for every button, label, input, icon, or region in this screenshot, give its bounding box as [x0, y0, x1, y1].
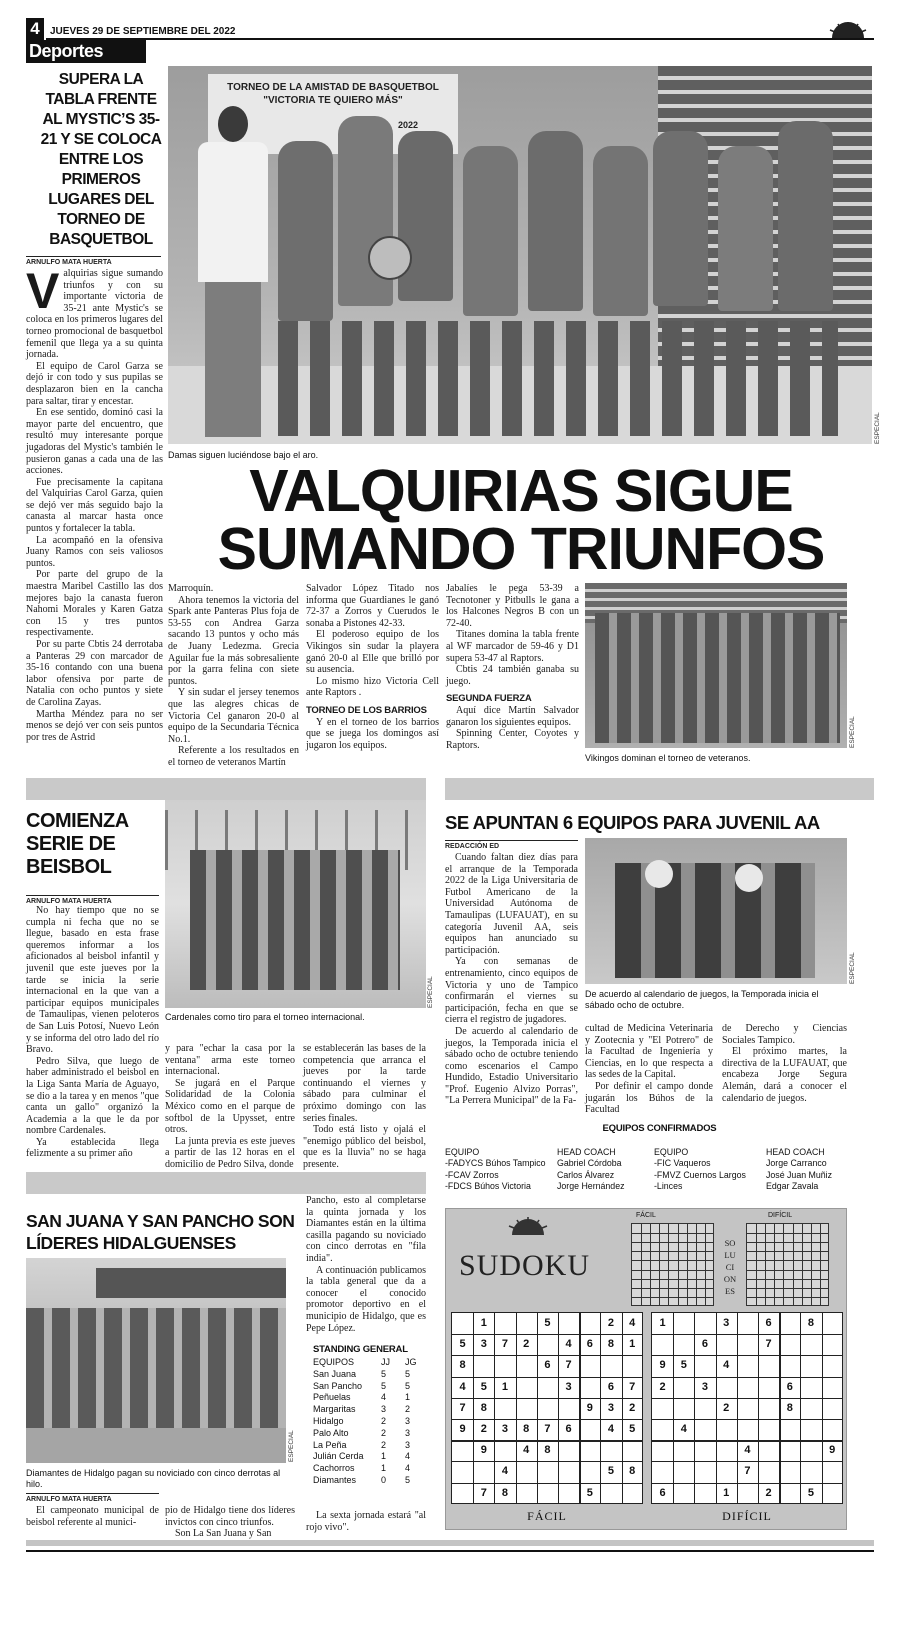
- page-number: 4: [26, 18, 44, 40]
- main-col3-p: El poderoso equipo de los Vikingos sin sudar la playera ganó 20-0 al Elle que brilló por su ausencia.: [306, 629, 439, 676]
- sudoku-cell: 2: [765, 1486, 772, 1499]
- main-col1-p: En ese sentido, dominó casi la mayor parte del encuentro, que resultó muy interesante porque jugadoras del Mystic's también le pusieron ganas a cada una de las acciones.: [26, 407, 163, 477]
- futbol-band: [445, 778, 874, 800]
- team-coach: Jorge Carranco: [766, 1158, 827, 1169]
- sudoku-cell: 5: [459, 1338, 466, 1351]
- sudoku-cell: 1: [480, 1317, 487, 1329]
- main-col1-p: Por parte del grupo de la maestra Maribel Castillo las dos mejores bajo la canasta fueron Nahomi Morales y Karen Gatza con 15 y tres puntos respectivamente.: [26, 569, 163, 639]
- sudoku-cell: 5: [544, 1317, 551, 1329]
- sudoku-cell: 1: [659, 1317, 666, 1329]
- sudoku-cell: 8: [459, 1359, 466, 1372]
- beisbol-col2-p: y para "echar la casa por la ventana" arma este torneo internacional.: [165, 1043, 295, 1078]
- main-col3-after: Y en el torneo de los barrios que se juega los domingos así jugaron los equipos.: [306, 716, 439, 751]
- coach-figure: [193, 106, 273, 441]
- main-col4-p: Jabalíes le pega 53-39 a Tecnotoner y Pitbulls le gana a los Halcones Negros B con un 72-40.: [446, 583, 579, 629]
- sudoku-cell: 2: [629, 1401, 636, 1414]
- teams-header-equipo: EQUIPO: [654, 1147, 689, 1157]
- sudoku-cell: 4: [607, 1423, 615, 1435]
- hidalgo-bottom-col2-p: pio de Hidalgo tiene dos líderes invictos con cinco triunfos.: [165, 1505, 295, 1528]
- bottom-rule: [26, 1540, 874, 1546]
- beisbol-col-1: [26, 905, 159, 1163]
- table-row: San Juana 5 5: [313, 1368, 411, 1379]
- hidalgo-photo-caption: Diamantes de Hidalgo pagan su noviciado con cinco derrotas al hilo.: [26, 1468, 281, 1489]
- sudoku-cell: 9: [659, 1359, 666, 1372]
- beisbol-headline: COMIENZA SERIE DE BEISBOL: [26, 810, 128, 878]
- main-photo: [168, 66, 872, 444]
- teams-title: EQUIPOS CONFIRMADOS: [602, 1123, 717, 1134]
- drop-cap: V: [26, 263, 60, 319]
- mini-solution-dificil: [746, 1223, 829, 1306]
- sudoku-cell: 8: [786, 1401, 793, 1414]
- sudoku-cell: 5: [807, 1486, 815, 1499]
- sudoku-cell: 6: [659, 1486, 666, 1499]
- sudoku-dificil-label: DIFÍCIL: [722, 1509, 772, 1523]
- beisbol-col2-p: Se jugará en el Parque Solidaridad de la Colonia México como en el parque de softbol de la Upysset, entre otros.: [165, 1077, 295, 1136]
- hidalgo-right-col: [306, 1195, 426, 1340]
- sudoku-cell: 7: [480, 1486, 487, 1499]
- hidalgo-bottom-col-1: [26, 1505, 159, 1528]
- sudoku-cell: 8: [501, 1486, 509, 1499]
- bottom-rule-dark: [26, 1550, 874, 1552]
- table-row: Julián Cerda 1 4: [313, 1451, 411, 1462]
- beisbol-byline: ARNULFO MATA HUERTA: [26, 895, 159, 905]
- sudoku-cell: 3: [501, 1423, 509, 1435]
- sudoku-cell: 3: [480, 1338, 487, 1351]
- main-photo-caption: Damas siguen luciéndose bajo el aro.: [168, 450, 319, 460]
- sudoku-cell: 7: [544, 1423, 551, 1435]
- table-row: Hidalgo 2 3: [313, 1415, 411, 1426]
- banner-line-1: TORNEO DE LA AMISTAD DE BASQUETBOL: [227, 82, 439, 93]
- main-photo-credit: ESPECIAL: [874, 412, 881, 444]
- beisbol-col1-p: Ya establecida llega felizmente a su primer año: [26, 1136, 159, 1160]
- table-row: Cachorros 1 4: [313, 1463, 411, 1474]
- banner-line-2: "VICTORIA TE QUIERO MÁS": [263, 95, 403, 106]
- futbol-col-2: [585, 1023, 713, 1117]
- table-row: Palo Alto 2 3: [313, 1427, 411, 1438]
- sudoku-cell: 7: [565, 1359, 572, 1372]
- sudoku-cell: 5: [629, 1423, 636, 1435]
- beisbol-photo-caption: Cardenales como tiro para el torneo internacional.: [165, 1012, 365, 1022]
- sudoku-cell: 6: [544, 1359, 551, 1372]
- main-col-2: [168, 583, 299, 768]
- hidalgo-right-p: Pancho, esto al completarse la quinta jornada y los Diamantes están en la última casilla pagando su noviciado con cinco derrotas en "fila india".: [306, 1195, 426, 1264]
- teams-right: [654, 1147, 874, 1192]
- futbol-headline: SE APUNTAN 6 EQUIPOS PARA JUVENIL AA: [445, 812, 820, 833]
- mini-dificil-label: DIFÍCIL: [768, 1212, 793, 1219]
- veterans-photo-caption: Vikingos dominan el torneo de veteranos.: [585, 753, 751, 763]
- beisbol-col3-p: se establecerán las bases de la competencia que arranca el jueves por la tarde continuando el viernes y sábado para culminar el próximo domingo con las series finales.: [303, 1043, 426, 1124]
- futbol-col3-p: de Derecho y Ciencias Sociales Tampico.: [722, 1023, 847, 1046]
- main-col1-p: Por su parte Cbtis 24 derrotaba a Panteras 29 con marcador de 35-16 contando con una buena labor ofensiva por parte de Natalia con ocho puntos y siete de Carolina Zayas.: [26, 639, 163, 708]
- sudoku-cell: 5: [607, 1465, 615, 1478]
- main-col1-p: La acompañó en la ofensiva Juany Ramos con seis valiosos puntos.: [26, 534, 163, 569]
- subhead-torneo-barrios: TORNEO DE LOS BARRIOS: [306, 704, 427, 716]
- standing-title: STANDING GENERAL: [313, 1344, 408, 1355]
- sudoku-cell: 6: [701, 1338, 709, 1351]
- sudoku-cell: 6: [586, 1338, 593, 1351]
- sudoku-cell: 4: [459, 1380, 466, 1393]
- main-kicker: SUPERA LA TABLA FRENTE AL MYSTIC’S 35-21 Y SE COLOCA ENTRE LOS PRIMEROS LUGARES DEL TORNEO DE BASQUETBOL: [40, 71, 162, 248]
- banner-year: 2022: [397, 120, 419, 130]
- main-headline-line2: SUMANDO TRIUNFOS: [217, 516, 825, 582]
- sudoku-cell: 4: [680, 1423, 687, 1435]
- sudoku-cell: 8: [523, 1423, 530, 1435]
- veterans-photo: [585, 583, 847, 748]
- sudoku-cell: 9: [829, 1444, 836, 1457]
- main-col3-p: Lo mismo hizo Victoria Cell ante Raptors .: [306, 675, 439, 699]
- beisbol-col-3: [303, 1043, 426, 1170]
- futbol-col1-p: Cuando faltan diez días para el arranque de la Temporada 2022 de la Liga Universitaria de Futbol Americano de la Universidad Autónoma de Tamaulipas (LUFAUAT), en su categoría Juvenil AA, seis equipos han anunciado su participación.: [445, 852, 578, 956]
- futbol-col3-p: El próximo martes, la directiva de la LUFAUAT, que encabeza Jorge Segura Alemán, dará a conocer el calendario de juegos.: [722, 1046, 847, 1104]
- sudoku-cell: 8: [629, 1465, 636, 1478]
- sudoku-cell: 2: [523, 1338, 530, 1351]
- main-headline: [168, 458, 874, 582]
- mini-facil-label: FÁCIL: [636, 1212, 656, 1219]
- futbol-byline: REDACCIÓN ED: [445, 840, 578, 850]
- main-col4-p: Cbtis 24 también ganaba su juego.: [446, 664, 579, 687]
- sudoku-cell: 2: [659, 1380, 666, 1393]
- beisbol-col-2: [165, 1043, 295, 1170]
- sudoku-cell: 4: [523, 1444, 530, 1457]
- futbol-col2-p: cultad de Medicina Veterinaria y Zootecnia y "El Potrero" de la Facultad de Ingeniería y Ciencias, en lo que respecta a las sedes de la Capital.: [585, 1023, 713, 1081]
- sudoku-cell: 4: [565, 1338, 572, 1351]
- beisbol-photo: [165, 800, 426, 1008]
- sudoku-cell: 7: [459, 1401, 466, 1414]
- beisbol-band: [26, 778, 426, 800]
- futbol-col1-p: Ya con semanas de entrenamiento, cinco equipos de Victoria y uno de Tampico confirmarán el viernes su participación, fecha en que se cierra el registro de jugadores.: [445, 956, 578, 1026]
- sudoku-cell: 7: [744, 1465, 751, 1478]
- sudoku-cell: 1: [501, 1380, 509, 1393]
- hidalgo-closing: [306, 1510, 426, 1533]
- main-headline-line1: VALQUIRIAS SIGUE: [249, 458, 793, 524]
- hidalgo-bottom-col-2: [165, 1505, 295, 1540]
- sudoku-cell: 9: [459, 1423, 466, 1435]
- table-row: Margaritas 3 2: [313, 1404, 411, 1415]
- team-coach: Edgar Zavala: [766, 1180, 819, 1191]
- sudoku-cell: 7: [501, 1338, 509, 1351]
- hidalgo-headline: SAN JUANA Y SAN PANCHO SON LÍDERES HIDALGUENSES: [26, 1211, 295, 1253]
- beisbol-col1-p: Pedro Silva, que luego de haber administrado el beisbol en la Liga Santa María de Aguayo, se dio a la tarea y en menos "que canta un gallo" organizó la Academia a la que le da por nombre Cardenales.: [26, 1055, 159, 1137]
- sudoku-cell: 2: [480, 1423, 487, 1435]
- sudoku-cell: 2: [723, 1401, 730, 1414]
- team-name: -FDCS Búhos Victoria: [445, 1180, 531, 1191]
- teams-left: [445, 1147, 655, 1192]
- sudoku-title: SUDOKU: [459, 1249, 591, 1282]
- mini-solution-facil: [631, 1223, 714, 1306]
- sudoku-cell: 3: [723, 1317, 730, 1329]
- page-header: [26, 18, 874, 40]
- main-col-1: [26, 263, 163, 768]
- sudoku-cell: 9: [586, 1401, 593, 1414]
- team-coach: Carlos Álvarez: [557, 1169, 615, 1180]
- table-row: Peñuelas 4 1: [313, 1392, 411, 1403]
- sudoku-cell: 6: [607, 1380, 615, 1393]
- sudoku-cell: 7: [629, 1380, 636, 1393]
- soluciones-label: SO LU CI ON ES: [723, 1238, 737, 1296]
- main-col4-p: Titanes domina la tabla frente al WF marcador de 59-46 y D1 supera 53-47 al Raptors.: [446, 629, 579, 664]
- sudoku-cell: 9: [480, 1444, 487, 1457]
- main-col2-p: Marroquín.: [168, 583, 214, 594]
- main-col3-p: Salvador López Titado nos informa que Guardianes le ganó 72-37 a Zorros y Cuerudos le sonaba a Pistones 42-33.: [306, 583, 439, 629]
- beisbol-photo-credit: ESPECIAL: [427, 976, 434, 1008]
- sudoku-cell: 3: [565, 1380, 572, 1393]
- sudoku-cell: 8: [807, 1317, 815, 1329]
- hidalgo-photo-credit: ESPECIAL: [288, 1430, 295, 1462]
- sudoku-cell: 8: [480, 1401, 487, 1414]
- team-coach: Gabriel Córdoba: [557, 1158, 622, 1169]
- hidalgo-photo: [26, 1258, 286, 1463]
- main-col1-first: alquirias sigue sumando triunfos y con su importante victoria de 35-21 ante Mystic's se coloca en los primeros lugares del torneo promocional de basquetbol femenil que llega ya a su quinta jornada.: [26, 268, 163, 361]
- beisbol-col2-p: La junta previa es este jueves a partir de las 12 horas en el domicilio de Pedro Silva, donde: [165, 1135, 295, 1170]
- hidalgo-bottom-col1-p: El campeonato municipal de beisbol referente al munici-: [26, 1505, 159, 1528]
- futbol-photo-caption: De acuerdo al calendario de juegos, la Temporada inicia el sábado ocho de octubre.: [585, 989, 819, 1010]
- standing-table: [313, 1357, 423, 1487]
- sudoku-sun-icon: [506, 1217, 550, 1235]
- sudoku-cell: 6: [786, 1380, 793, 1393]
- main-col2-p: Y sin sudar el jersey tenemos que las alegres chicas de Victoria Cel ganaron 20-0 al equipo de la Secundaria Técnica No.1.: [168, 687, 299, 745]
- futbol-photo-credit: ESPECIAL: [849, 952, 856, 984]
- standing-header-row: EQUIPOS JJ JG: [313, 1357, 417, 1367]
- sudoku-grid-facil: [451, 1312, 643, 1504]
- sudoku-cell: 8: [607, 1338, 615, 1351]
- sudoku-cell: 3: [701, 1380, 709, 1393]
- hidalgo-bottom-col2-p: Son La San Juana y San: [175, 1528, 272, 1540]
- sudoku-cell: 6: [565, 1423, 572, 1435]
- table-row: Diamantes 0 5: [313, 1474, 411, 1485]
- team-coach: Jorge Hernández: [557, 1180, 625, 1191]
- team-name: -FMVZ Cuernos Largos: [654, 1169, 746, 1180]
- hidalgo-closing-p: La sexta jornada estará "al rojo vivo".: [306, 1510, 426, 1533]
- team-coach: José Juan Muñiz: [766, 1169, 833, 1180]
- sudoku-cell: 3: [607, 1401, 615, 1414]
- main-col4-after: Aquí dice Martín Salvador ganaron los siguientes equipos.: [446, 704, 579, 728]
- teams-header-equipo: EQUIPO: [445, 1147, 480, 1157]
- sudoku-cell: 2: [607, 1317, 615, 1329]
- sun-logo-icon: [826, 22, 870, 38]
- veterans-photo-credit: ESPECIAL: [849, 716, 856, 748]
- sudoku-cell: 5: [586, 1486, 593, 1499]
- team-name: -Linces: [654, 1180, 683, 1191]
- beisbol-col1-p: No hay tiempo que no se cumpla ni fecha que no se llegue, basado en esta frase queremos informar a los aficionados al beisbol infantil y juvenil que este jueves por la tarde se inicia la serie internacional en la que van a participar equipos municipales de Tamaulipas, vienen peloteros de San Luis Potosí, Nuevo León y se informa del otro lado del río Bravo.: [26, 905, 159, 1056]
- sudoku-cell: 7: [765, 1338, 772, 1351]
- sudoku-cell: 4: [744, 1444, 751, 1457]
- sudoku-panel: [445, 1208, 847, 1530]
- main-col4-after: Spinning Center, Coyotes y Raptors.: [446, 728, 579, 751]
- main-col1-p: Fue precisamente la capitana del Valquirias Carol Garza, quien se dejó ver más seguido bajo la canasta al marcar hasta once puntos y fortalecer la tabla.: [26, 476, 163, 535]
- main-col1-p: El equipo de Carol Garza se dejó ir con todo y sus pupilas se desplazaron bien en la cancha para saltar, tirar y encestar.: [26, 360, 163, 407]
- main-col1-p: Martha Méndez para no ser menos se dejó ver con seis puntos por tres de Astrid: [26, 708, 163, 743]
- main-byline: ARNULFO MATA HUERTA: [26, 256, 161, 266]
- table-row: San Pancho 5 5: [313, 1380, 411, 1391]
- sudoku-cell: 4: [501, 1465, 509, 1478]
- sudoku-cell: 6: [765, 1317, 772, 1329]
- hidalgo-right-p: A continuación publicamos la tabla general que da a conocer el conocido promotor deportivo en el municipio de Hidalgo, que es Pepe López.: [306, 1264, 426, 1334]
- main-col-4: [446, 583, 579, 768]
- sudoku-cell: 4: [629, 1317, 636, 1329]
- team-name: -FADYCS Búhos Tampico: [445, 1158, 546, 1169]
- team-players: [278, 116, 838, 441]
- sudoku-cell: 8: [544, 1444, 551, 1457]
- team-name: -FCAV Zorros: [445, 1169, 499, 1180]
- futbol-col1-p: De acuerdo al calendario de juegos, la Temporada inicia el sábado ocho de octubre teniendo como escenarios el Campo Hundido, Estadio Universitario "Prof. Eugenio Alvizo Porras", "La Perrera Municipal" de la Fa-: [445, 1025, 578, 1107]
- section-label: Deportes: [26, 40, 146, 63]
- main-col2-p: Referente a los resultados en el torneo de veteranos Martín: [168, 745, 299, 768]
- futbol-col-1: [445, 852, 578, 1117]
- beisbol-col3-p: Todo está listo y ojalá el "enemigo público del beisbol, que es la lluvia" no se haga presente.: [303, 1124, 426, 1170]
- main-col2-p: Ahora tenemos la victoria del Spark ante Panteras Plus foja de 53-55 con Andrea Garza sacando 13 puntos y ocho más de Juany Ledezma. Grecia Aguilar fue la más sobresaliente por la garra felina con siete puntos.: [168, 594, 299, 687]
- header-rule: [46, 38, 874, 40]
- futbol-photo: [585, 838, 847, 984]
- sudoku-cell: 5: [680, 1359, 687, 1372]
- sudoku-cell: 1: [723, 1486, 730, 1499]
- sudoku-cell: 1: [629, 1338, 636, 1351]
- subhead-segunda-fuerza: SEGUNDA FUERZA: [446, 693, 532, 705]
- teams-header-coach: HEAD COACH: [557, 1147, 616, 1157]
- futbol-col2-p: Por definir el campo donde jugarán los Búhos de la Facultad: [585, 1080, 713, 1116]
- sudoku-cell: 5: [480, 1380, 487, 1393]
- sudoku-cell: 4: [723, 1359, 730, 1372]
- hidalgo-byline: ARNULFO MATA HUERTA: [26, 1493, 159, 1503]
- team-name: -FIC Vaqueros: [654, 1158, 711, 1169]
- teams-header-coach: HEAD COACH: [766, 1147, 825, 1157]
- main-col-3: [306, 583, 439, 768]
- futbol-col-3: [722, 1023, 847, 1117]
- sudoku-facil-label: FÁCIL: [527, 1509, 567, 1523]
- header-date: JUEVES 29 DE SEPTIEMBRE DEL 2022: [50, 26, 236, 37]
- hidalgo-band: [26, 1172, 426, 1194]
- sudoku-grid-dificil: [651, 1312, 843, 1504]
- table-row: La Peña 2 3: [313, 1439, 411, 1450]
